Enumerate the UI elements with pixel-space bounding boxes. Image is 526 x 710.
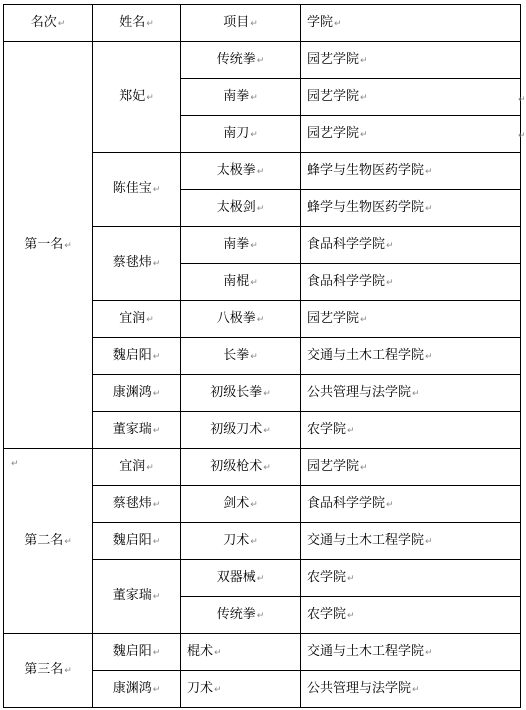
rank-cell-text: 第一名: [24, 236, 64, 252]
college-cell: [301, 79, 521, 116]
college-cell: [301, 523, 521, 560]
college-cell: [301, 634, 521, 671]
award-table-body: [4, 5, 521, 708]
name-cell-text: 蔡毬炜: [112, 255, 152, 270]
paragraph-mark: ↵: [250, 499, 258, 510]
college-cell-text: 农学院: [307, 606, 347, 622]
paragraph-mark: ↵: [386, 499, 394, 510]
event-cell: [181, 116, 301, 153]
paragraph-mark: ↵: [360, 55, 368, 66]
college-cell: [301, 227, 521, 264]
college-cell: [301, 264, 521, 301]
event-cell: [181, 634, 301, 671]
header-rank: 名次↵: [4, 5, 93, 42]
name-cell-text: 董家瑞: [112, 421, 152, 437]
table-row: [4, 449, 521, 486]
event-cell-text: 南刀: [223, 125, 250, 141]
college-cell-text: 蜂学与生物医药学院: [307, 199, 425, 215]
stray-paragraph-mark: ↵: [518, 131, 526, 141]
header-row: [4, 5, 521, 42]
event-cell: [181, 42, 301, 79]
table-row: [4, 42, 521, 79]
paragraph-mark: ↵: [152, 388, 161, 399]
header-event: 项目↵: [181, 5, 301, 42]
college-cell: [301, 338, 521, 375]
paragraph-mark: ↵: [146, 462, 154, 473]
event-cell: [181, 412, 301, 449]
paragraph-mark: ↵: [250, 351, 258, 362]
paragraph-mark: ↵: [256, 166, 265, 177]
paragraph-mark: ↵: [152, 351, 161, 362]
event-cell: [181, 597, 301, 634]
event-cell: [181, 264, 301, 301]
college-cell: [301, 153, 521, 190]
name-cell: [93, 153, 181, 227]
event-cell: [181, 560, 301, 597]
paragraph-mark: ↵: [386, 277, 394, 288]
paragraph-mark: ↵: [256, 314, 265, 325]
event-cell: [181, 227, 301, 264]
name-cell-text: 魏启阳: [112, 347, 152, 363]
paragraph-mark: ↵: [360, 92, 368, 103]
college-cell-text: 园艺学院: [307, 458, 360, 474]
event-cell-text: 传统拳: [216, 606, 256, 622]
paragraph-mark: ↵: [347, 425, 355, 436]
college-cell: [301, 486, 521, 523]
rank-cell: [4, 42, 93, 449]
paragraph-mark: ↵: [360, 314, 368, 325]
name-cell: [93, 671, 181, 708]
paragraph-mark: ↵: [152, 259, 161, 269]
college-cell-text: 园艺学院: [307, 125, 360, 141]
name-cell: [93, 338, 181, 375]
event-cell-text: 南拳: [223, 88, 250, 104]
name-cell: [93, 486, 181, 523]
name-cell-text: 蔡毬炜: [112, 495, 152, 511]
college-cell: [301, 671, 521, 708]
paragraph-mark: ↵: [250, 129, 258, 140]
paragraph-mark: ↵: [425, 351, 433, 362]
paragraph-mark: ↵: [412, 388, 420, 399]
event-cell-text: 南棍: [223, 273, 250, 289]
paragraph-mark: ↵: [250, 240, 258, 251]
college-cell-text: 公共管理与法学院: [307, 384, 412, 400]
paragraph-mark: ↵: [64, 666, 72, 676]
stray-paragraph-mark: ↵: [518, 95, 526, 105]
name-cell: [93, 375, 181, 412]
college-cell-text: 交通与土木工程学院: [307, 532, 425, 548]
college-cell: [301, 375, 521, 412]
table-row: [4, 634, 521, 671]
college-cell: [301, 116, 521, 153]
college-cell-text: 食品科学学院: [307, 273, 386, 289]
event-cell-text: 棍术: [187, 643, 214, 659]
paragraph-mark: ↵: [425, 647, 433, 658]
college-cell-text: 农学院: [307, 569, 347, 585]
name-cell: [93, 42, 181, 153]
paragraph-mark: ↵: [146, 314, 154, 325]
paragraph-mark: ↵: [263, 425, 271, 436]
college-cell-text: 食品科学学院: [307, 495, 386, 511]
name-cell-text: 董家瑞: [112, 588, 152, 603]
paragraph-mark: ↵: [152, 684, 161, 695]
name-cell: [93, 227, 181, 301]
college-cell: [301, 597, 521, 634]
award-table: [3, 4, 521, 708]
college-cell-text: 公共管理与法学院: [307, 680, 412, 696]
college-cell: [301, 42, 521, 79]
name-cell-text: 陈佳宝: [112, 181, 152, 196]
name-cell-text: 郑妃: [119, 88, 146, 104]
paragraph-mark: ↵: [152, 425, 161, 436]
paragraph-mark: ↵: [152, 647, 161, 658]
college-cell-text: 交通与土木工程学院: [307, 347, 425, 363]
college-cell-text: 蜂学与生物医药学院: [307, 162, 425, 178]
paragraph-mark: ↵: [256, 55, 265, 66]
paragraph-mark: ↵: [425, 166, 433, 177]
paragraph-mark: ↵: [256, 203, 265, 214]
event-cell-text: 太极拳: [216, 162, 256, 178]
paragraph-mark: ↵: [360, 462, 368, 473]
paragraph-mark: ↵: [360, 129, 368, 140]
paragraph-mark: ↵: [250, 277, 258, 288]
college-cell: [301, 190, 521, 227]
event-cell: [181, 486, 301, 523]
event-cell: [181, 301, 301, 338]
name-cell-text: 魏启阳: [112, 643, 152, 659]
header-college: 学院↵: [301, 5, 521, 42]
name-cell: [93, 523, 181, 560]
event-cell-text: 双器械: [216, 569, 256, 585]
paragraph-mark: ↵: [347, 573, 355, 584]
event-cell-text: 初级长拳: [210, 384, 263, 400]
event-cell-text: 八极拳: [216, 310, 256, 326]
header-name: 姓名↵: [93, 5, 181, 42]
event-cell-text: 剑术: [223, 495, 250, 511]
name-cell-text: 宜润: [119, 458, 146, 474]
college-cell-text: 园艺学院: [307, 88, 360, 104]
paragraph-mark: ↵: [64, 240, 72, 251]
event-cell: [181, 190, 301, 227]
college-cell-text: 农学院: [307, 421, 347, 437]
event-cell: [181, 338, 301, 375]
rank-cell: [4, 634, 93, 708]
name-cell: [93, 560, 181, 634]
name-cell-text: 康渊鸿: [112, 384, 152, 400]
name-cell: [93, 449, 181, 486]
name-cell-text: 魏启阳: [112, 532, 152, 548]
paragraph-mark: ↵: [152, 499, 161, 510]
paragraph-mark: ↵: [250, 92, 258, 103]
event-cell: [181, 449, 301, 486]
paragraph-mark: ↵: [412, 684, 420, 695]
event-cell-text: 传统拳: [216, 51, 256, 67]
paragraph-mark: ↵: [425, 536, 433, 547]
paragraph-mark: ↵: [386, 240, 394, 251]
rank-cell-text: 第三名: [24, 662, 64, 677]
paragraph-mark: ↵: [256, 610, 265, 621]
paragraph-mark: ↵: [152, 592, 161, 602]
college-cell-text: 交通与土木工程学院: [307, 643, 425, 659]
paragraph-mark: ↵: [425, 203, 433, 214]
paragraph-mark: ↵: [64, 536, 72, 547]
paragraph-mark: ↵: [214, 647, 222, 658]
event-cell-text: 刀术: [223, 532, 250, 548]
event-cell-text: 初级刀术: [210, 421, 263, 437]
name-cell-text: 康渊鸿: [112, 680, 152, 696]
event-cell: [181, 79, 301, 116]
paragraph-mark: ↵: [263, 462, 271, 473]
name-cell: [93, 634, 181, 671]
stray-paragraph-mark: ↵: [11, 459, 19, 469]
event-cell-text: 初级枪术: [210, 458, 263, 474]
college-cell: [301, 412, 521, 449]
paragraph-mark: ↵: [152, 185, 161, 195]
event-cell: [181, 671, 301, 708]
paragraph-mark: ↵: [250, 536, 258, 547]
college-cell: [301, 560, 521, 597]
college-cell-text: 食品科学学院: [307, 236, 386, 252]
rank-cell-text: 第二名: [24, 532, 64, 548]
college-cell: [301, 449, 521, 486]
college-cell: [301, 301, 521, 338]
event-cell-text: 长拳: [223, 347, 250, 363]
event-cell: [181, 153, 301, 190]
name-cell-text: 宜润: [119, 310, 146, 326]
college-cell-text: 园艺学院: [307, 51, 360, 67]
event-cell-text: 太极剑: [216, 199, 256, 215]
name-cell: [93, 412, 181, 449]
event-cell-text: 刀术: [187, 680, 214, 696]
college-cell-text: 园艺学院: [307, 310, 360, 326]
paragraph-mark: ↵: [256, 573, 265, 584]
paragraph-mark: ↵: [263, 388, 271, 399]
paragraph-mark: ↵: [214, 684, 222, 695]
paragraph-mark: ↵: [152, 536, 161, 547]
event-cell: [181, 523, 301, 560]
paragraph-mark: ↵: [146, 92, 154, 103]
event-cell-text: 南拳: [223, 236, 250, 252]
event-cell: [181, 375, 301, 412]
paragraph-mark: ↵: [347, 610, 355, 621]
rank-cell: [4, 449, 93, 634]
name-cell: [93, 301, 181, 338]
